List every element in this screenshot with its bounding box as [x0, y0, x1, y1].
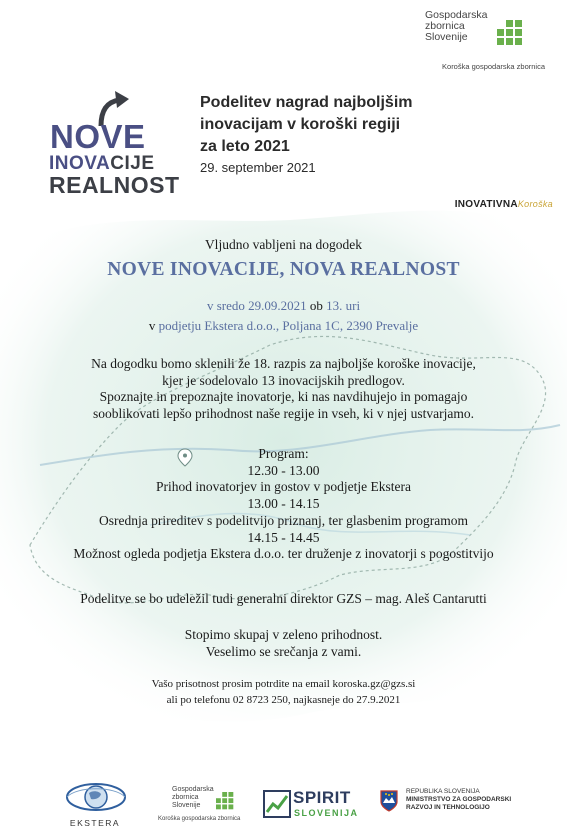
- event-where: [0, 318, 567, 334]
- nove-inovacije-logo: [48, 88, 188, 198]
- ministry-logo: [380, 788, 540, 828]
- title-line: za leto 2021: [200, 138, 290, 155]
- invitation-intro: Vljudno vabljeni na dogodek: [204, 237, 363, 252]
- event-ob: ob: [306, 298, 327, 313]
- gzs-grid-logo-icon: [497, 20, 523, 46]
- spirit-word: SPIRIT: [293, 788, 351, 807]
- closing-line: Stopimo skupaj v zeleno prihodnost.: [184, 627, 383, 642]
- event-time: 13. uri: [326, 298, 361, 313]
- program-section: [0, 446, 567, 563]
- gzs-logo-line2: zbornica: [425, 20, 465, 32]
- slovenija-word: SLOVENIJA: [294, 808, 359, 818]
- event-date: 29. september 2021: [200, 160, 316, 175]
- spirit-slovenija-logo: [263, 788, 373, 822]
- ministry-line2: MINISTRSTVO ZA GOSPODARSKI: [406, 796, 512, 803]
- logo-word-nove: NOVE: [50, 118, 146, 155]
- title-line: inovacijam v koroški regiji: [200, 116, 401, 133]
- director-note: Podelitve se bo udeležil tudi generalni direktor GZS – mag. Aleš Cantarutti: [80, 591, 487, 606]
- logo-word-cije: CIJE: [110, 153, 155, 174]
- slovenia-coat-of-arms-icon: [380, 790, 398, 812]
- program-desc: Prihod inovatorjev in gostov v podjetje Ekstera: [156, 479, 411, 495]
- logo-word-inova: INOVA: [49, 153, 111, 174]
- ministry-line3: RAZVOJ IN TEHNOLOGIJO: [406, 804, 490, 811]
- ekstera-globe-icon: [65, 778, 127, 816]
- contact-line: ali po telefonu 02 8723 250, najkasneje do 27.9.2021: [166, 694, 401, 706]
- contact-line: Vašo prisotnost prosim potrdite na email koroska.gz@gzs.si: [151, 678, 416, 690]
- gzs-footer-line1: Gospodarska: [172, 786, 214, 793]
- gzs-logo-line3: Slovenije: [425, 31, 468, 43]
- program-heading: Program:: [258, 446, 309, 461]
- paragraph-line: kjer je sodelovalo 13 inovacijskih predlogov.: [162, 372, 405, 388]
- logo-word-realnost: REALNOST: [49, 172, 180, 198]
- event-when: [0, 298, 567, 314]
- ekstera-name: EKSTERA: [69, 818, 121, 828]
- gzs-logo-line1: Gospodarska: [425, 9, 488, 21]
- koroska-script: Koroška: [517, 199, 553, 209]
- program-time: 13.00 - 14.15: [247, 496, 320, 512]
- gzs-logo-subtitle: Koroška gospodarska zbornica: [442, 62, 545, 71]
- paragraph-line: Spoznajte in prepoznajte inovatorje, ki nas navdihujejo in pomagajo: [99, 389, 468, 405]
- spirit-chart-icon: [263, 790, 291, 818]
- event-where-prefix: v: [148, 318, 159, 333]
- gzs-footer-subtitle: Koroška gospodarska zbornica: [158, 816, 241, 822]
- gzs-footer-logo: [158, 786, 258, 826]
- program-desc: Osrednja prireditev s podelitvijo priznanj, ter glasbenim programom: [99, 512, 468, 528]
- ministry-line1: REPUBLIKA SLOVENIJA: [406, 788, 480, 795]
- gzs-grid-logo-icon: [216, 792, 234, 810]
- event-location: podjetju Ekstera d.o.o., Poljana 1C, 2390 Prevalje: [158, 318, 419, 333]
- title-line: Podelitev nagrad najboljšim: [200, 94, 413, 111]
- gzs-footer-line2: zbornica: [172, 794, 199, 801]
- intro-paragraph: [0, 356, 567, 423]
- program-desc: Možnost ogleda podjetja Ekstera d.o.o. ter druženje z inovatorji s pogostitvijo: [73, 546, 494, 562]
- inovativna-word: INOVATIVNA: [454, 199, 518, 210]
- inovativna-koroska-logo: [455, 199, 553, 210]
- program-time: 12.30 - 13.00: [247, 462, 320, 478]
- ekstera-logo: [62, 778, 132, 830]
- event-day: v sredo 29.09.2021: [206, 298, 307, 313]
- gzs-footer-line3: Slovenije: [172, 802, 201, 809]
- paragraph-line: sooblikovati lepšo prihodnost naše regije in vseh, ki v njej ustvarjamo.: [93, 406, 474, 422]
- program-time: 14.15 - 14.45: [247, 529, 320, 545]
- page-title: [200, 92, 500, 158]
- paragraph-line: Na dogodku bomo sklenili že 18. razpis za najboljše koroške inovacije,: [91, 356, 476, 371]
- closing-line: Veselimo se srečanja z vami.: [205, 643, 362, 659]
- rsvp-contact: [0, 676, 567, 708]
- closing-lines: [0, 627, 567, 660]
- event-name: NOVE INOVACIJE, NOVA REALNOST: [107, 259, 460, 280]
